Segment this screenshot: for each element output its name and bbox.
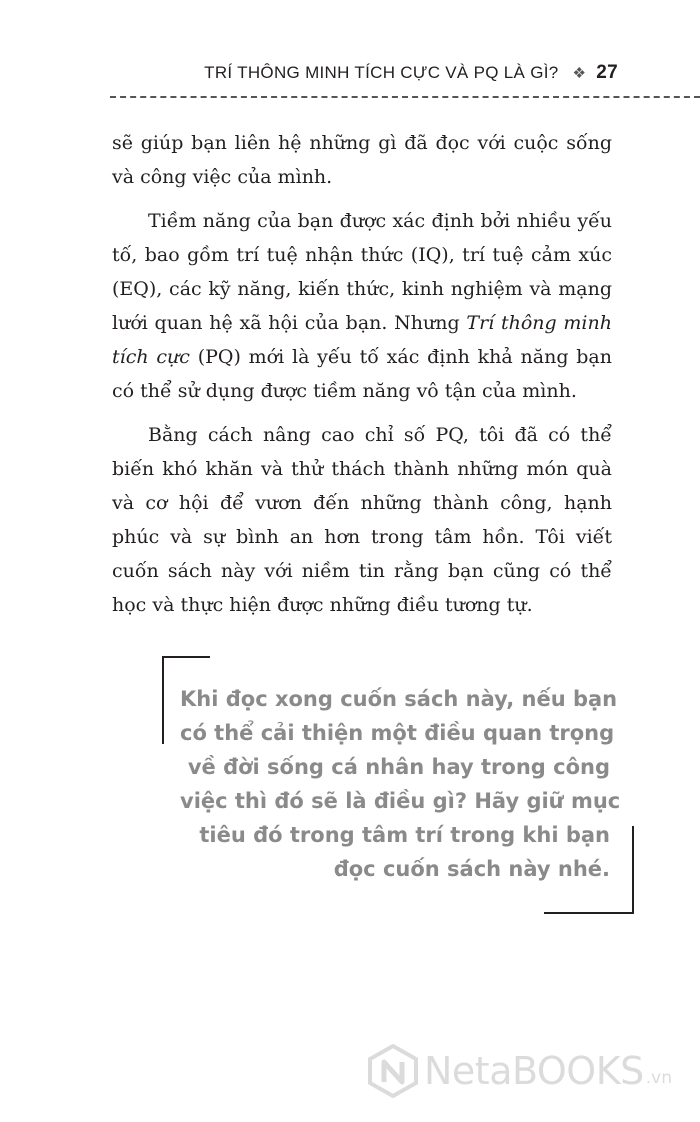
callout-line: tiêu đó trong tâm trí trong khi bạn [199, 823, 610, 847]
callout-line: Khi đọc xong cuốn sách này, nếu bạn [180, 687, 618, 711]
watermark [366, 1044, 672, 1098]
callout-line: đọc cuốn sách này nhé. [333, 857, 610, 881]
paragraph-2 [112, 204, 612, 408]
paragraph-3: Bằng cách nâng cao chỉ số PQ, tôi đã có thể biến khó khăn và thử thách thành những món quà và cơ hội để vươn đến những thành công, hạnh phúc và sự bình an hơn trong tâm hồn. Tôi viết cuốn sách này với niềm tin rằng bạn cũng có thể học và thực hiện được những điều tương tự. [112, 424, 612, 616]
running-header [204, 62, 618, 84]
paragraph-2-start: Tiềm năng của bạn được xác định bởi nhiều yếu tố, bao gồm trí tuệ nhận thức (IQ), trí tuệ cảm xúc (EQ), các kỹ năng, kiến thức, kinh nghiệm và mạng lưới quan hệ xã hội của bạn. Nhưng [112, 210, 612, 334]
paragraph-1: sẽ giúp bạn liên hệ những gì đã đọc với cuộc sống và công việc của mình. [112, 132, 612, 188]
header-divider [110, 96, 700, 98]
paragraph-2-italic: Trí thông minh tích cực [112, 312, 612, 368]
page-number: 27 [596, 62, 618, 83]
callout-box [162, 656, 634, 914]
callout-line: việc thì đó sẽ là điều gì? Hãy giữ mục [180, 789, 621, 813]
watermark-suffix: .vn [645, 1068, 673, 1088]
callout-line: có thể cải thiện một điều quan trọng [180, 721, 615, 745]
ornament-icon: ❖ [572, 65, 587, 82]
callout-line: về đời sống cá nhân hay trong công [187, 755, 610, 779]
netabooks-logo-icon [366, 1044, 420, 1098]
body-text [112, 126, 612, 632]
chapter-title: TRÍ THÔNG MINH TÍCH CỰC VÀ PQ LÀ GÌ? [204, 63, 559, 82]
watermark-brand: NetaBOOKS [424, 1049, 644, 1093]
paragraph-2-end: (PQ) mới là yếu tố xác định khả năng bạn có thể sử dụng được tiềm năng vô tận của mình. [112, 346, 612, 402]
callout-text [180, 682, 621, 886]
